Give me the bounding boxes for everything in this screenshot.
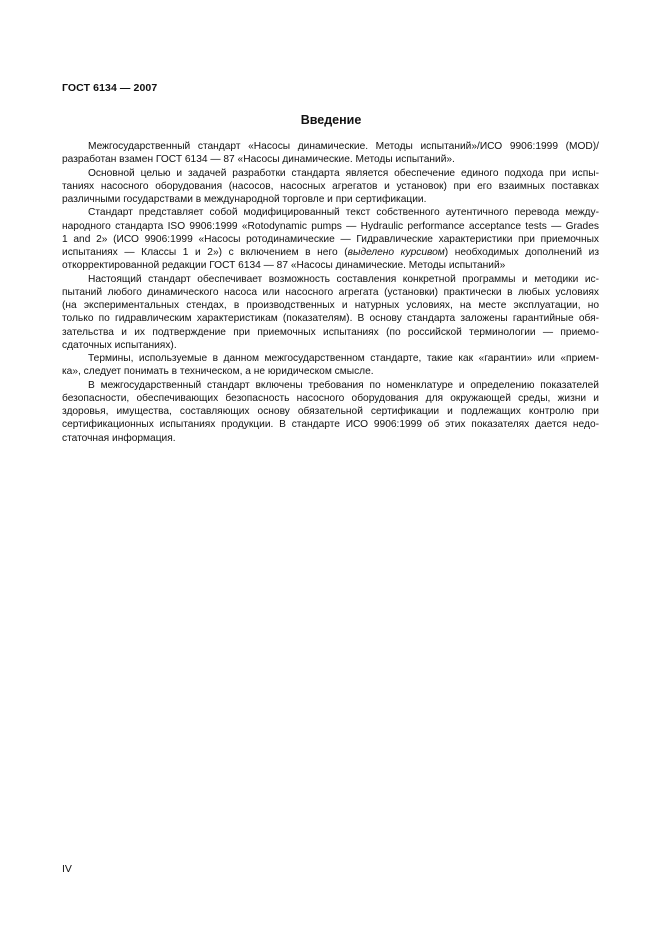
text-line: В межгосударственный стандарт включены требования по номенклатуре и определению показателей	[88, 379, 599, 391]
text-line: различными государствами в международной торговле и при сертификации.	[62, 194, 427, 205]
text-line: Основной целью и задачей разработки стандарта является обеспечение единого подхода при испы-	[88, 167, 599, 179]
paragraph	[62, 206, 599, 272]
paragraph	[62, 167, 599, 207]
text-line: народного стандарта ISO 9906:1999 «Rotodynamic pumps — Hydraulic performance acceptance tests — Grades	[62, 220, 599, 232]
text-line: сдаточных испытаниях).	[62, 339, 177, 351]
document-body	[62, 140, 599, 445]
text-line: испытаниях — Классы 1 и 2») с включением в него (выделено курсивом) необходимых дополнений из	[62, 247, 600, 258]
paragraph	[62, 273, 599, 353]
document-header: ГОСТ 6134 — 2007	[62, 82, 158, 94]
text-line: (на экспериментальных стендах, в производственных и натурных условиях, на месте эксплуатации, но	[62, 300, 599, 311]
text-line: статочная информация.	[62, 432, 176, 444]
text-line: здоровья, имущества, составляющих основу обязательной сертификации и подлежащих контролю при	[62, 406, 599, 417]
text-line: разработан взамен ГОСТ 6134 — 87 «Насосы динамические. Методы испытаний».	[62, 154, 455, 166]
text-line: зательства и их подтверждение при приемочных испытаниях (по российской терминологии — приемо-	[62, 326, 599, 338]
text-line: сертификационных испытаниях продукции. В стандарте ИСО 9906:1999 об этих показателях дается недо-	[62, 419, 599, 431]
text-line: Межгосударственный стандарт «Насосы динамические. Методы испытаний»/ИСО 9906:1999 (MOD)/	[88, 141, 599, 152]
text-line: Настоящий стандарт обеспечивает возможность составления конкретной программы и методики ис-	[88, 273, 599, 285]
text-line: Стандарт представляет собой модифицированный текст собственного аутентичного перевода между-	[88, 207, 599, 219]
paragraph	[62, 379, 599, 445]
page-number: IV	[62, 863, 72, 875]
paragraph	[62, 352, 599, 379]
text-line: откорректированной редакции ГОСТ 6134 — 87 «Насосы динамические. Методы испытаний»	[62, 260, 506, 272]
text-line: таниях насосного оборудования (насосов, насосных агрегатов и установок) при его взаимных поставках	[62, 180, 599, 192]
text-line: пытаний любого динамического насоса или насосного агрегата (установки) практически в любых условиях	[62, 286, 599, 298]
text-line: безопасности, обеспечивающих безопасность насосного оборудования для окружающей среды, жизни и	[62, 392, 599, 404]
paragraph	[62, 140, 599, 167]
text-line: ка», следует понимать в техническом, а не юридическом смысле.	[62, 366, 374, 378]
text-line: Термины, используемые в данном межгосударственном стандарте, такие как «гарантии» или «прием-	[88, 353, 599, 364]
text-line: 1 and 2» (ИСО 9906:1999 «Насосы ротодинамические — Гидравлические характеристики при приемочных	[62, 233, 599, 245]
text-line: только по гидравлическим характеристикам (показателям). В основу стандарта заложены гарантийные обя-	[62, 313, 599, 325]
italic-emphasis: выделено курсивом	[347, 247, 445, 258]
section-title: Введение	[300, 113, 362, 127]
